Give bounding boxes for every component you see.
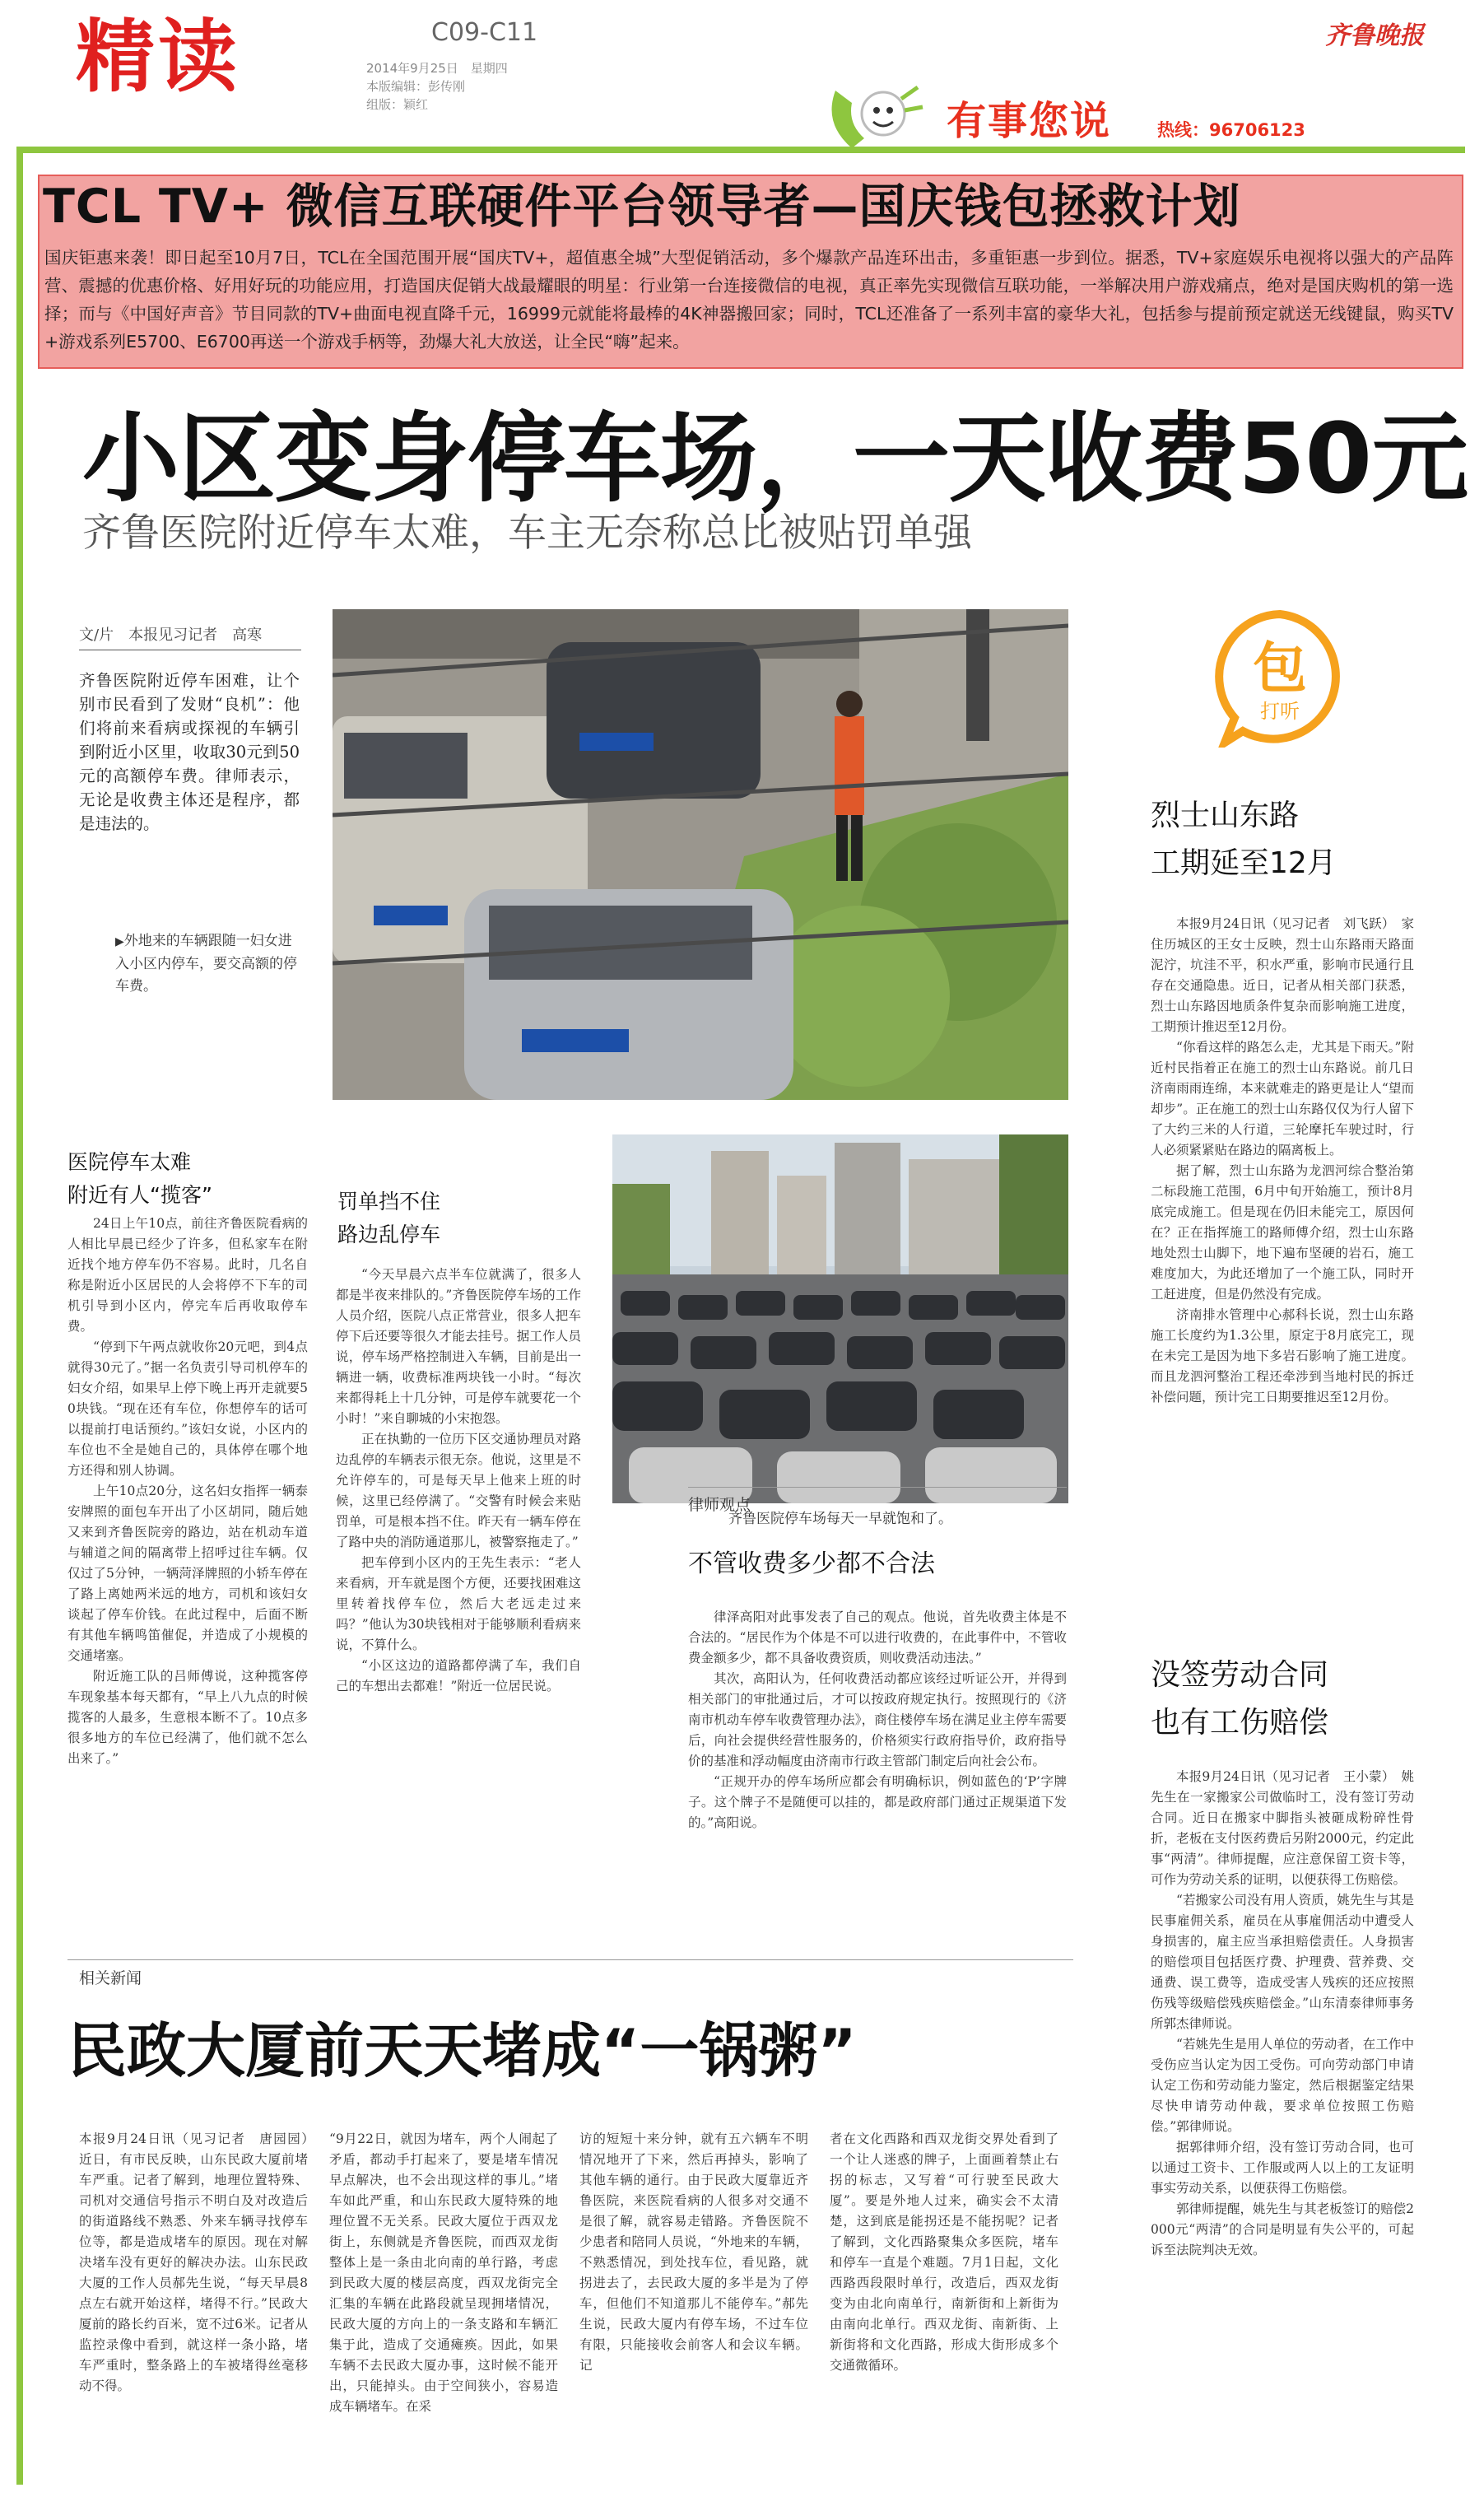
story2-title xyxy=(1151,1651,1328,1747)
photo1-caption xyxy=(115,930,301,998)
hotline-number: 热线：96706123 xyxy=(1157,120,1305,140)
paragraph: “小区这边的道路都停满了车，我们自己的车想出去都难！”附近一位居民说。 xyxy=(336,1658,581,1693)
paragraph: “正规开办的停车场所应都会有明确标识，例如蓝色的‘P’字牌子。这个牌子不是随便可以挂的，都是政府部门通过正规渠道下发的。”高阳说。 xyxy=(688,1774,1067,1830)
paragraph: 本报9月24日讯（见习记者 刘飞跃） 家住历城区的王女士反映，烈士山东路雨天路面泥泞，坑洼不平，积水严重，影响市民通行且存在交通隐患。近日，记者从相关部门获悉，烈士山东路因地质条件复杂而影响施工进度，工期预计推迟至12月份。 xyxy=(1151,916,1414,1034)
story2-text xyxy=(1151,1767,1414,2261)
subhead-fines xyxy=(337,1186,584,1251)
related-tag: 相关新闻 xyxy=(79,1969,142,1987)
paragraph: 郭律师提醒，姚先生与其老板签订的赔偿2000元“两清”的合同是明显有失公平的，可起诉至法院判决无效。 xyxy=(1151,2201,1414,2257)
bao-speech-bubble-icon xyxy=(1210,608,1350,748)
paragraph: “若姚先生是用人单位的劳动者，在工作中受伤应当认定为因工受伤。可向劳动部门申请认定工伤和劳动能力鉴定，然后根据鉴定结果尽快申请劳动仲裁，要求单位按照工伤赔偿。”郭律师说。 xyxy=(1151,2037,1414,2134)
paragraph: 24日上午10点，前往齐鲁医院看病的人相比早晨已经少了许多，但私家车在附近找个地方停车仍不容易。此时，几名自称是附近小区居民的人会将停不下车的司机引导到小区内，停完车后再收取停车费。 xyxy=(67,1216,308,1334)
paragraph: 据了解，烈士山东路为龙泗河综合整治第二标段施工范围，6月中旬开始施工，预计8月底完成施工。但是现在仍旧未能完工，原因何在？正在指挥施工的路师傅介绍，烈士山东路地处烈士山脚下，地下遍布坚硬的岩石，施工难度加大，为此还增加了一个施工队，同时开工赶进度，但是仍然没有完成。 xyxy=(1151,1163,1414,1302)
story1-title xyxy=(1151,792,1337,887)
article-column-2 xyxy=(336,1265,581,1697)
caption-arrow-icon: ▶ xyxy=(115,935,124,948)
related-column: 本报9月24日讯（见习记者 唐园园） 近日，有市民反映，山东民政大厦前堵车严重。记者了解到，地理位置特殊、司机对交通信号指示不明白及对改造后的街道路线不熟悉、外来车辆寻找停车位等，都是造成堵车的原因。现在对解决堵车没有更好的解决办法。山东民政大厦的工作人员郝先生说，“每天早晨8点左右就开始这样，堵得不行。”民政大厦前的路长约百米，宽不过6米。记者从监控录像中看到，就这样一条小路，堵车严重时，整条路上的车被堵得丝毫移动不得。 xyxy=(79,2131,321,2393)
paragraph: 其次，高阳认为，任何收费活动都应该经过听证公开，并得到相关部门的审批通过后，才可以按政府规定执行。按照现行的《济南市机动车停车收费管理办法》，商住楼停车场在满足业主停车需要后，向社会提供经营性服务的，价格须实行政府指导价，政府指导价的基准和浮动幅度由济南市行政主管部门制定后向社会公布。 xyxy=(688,1671,1067,1768)
lawyer-text xyxy=(688,1607,1067,1833)
date-line: 2014年9月25日 星期四 xyxy=(366,61,508,76)
lawyer-tag: 律师观点 xyxy=(688,1487,1067,1515)
frame-top-rule xyxy=(16,147,1465,153)
related-column: 访的短短十来分钟，就有五六辆车不明情况地开了下来，然后再掉头，影响了其他车辆的通行。由于民政大厦靠近齐鲁医院，来医院看病的人很多对交通不是很了解，就容易走错路。齐鲁医院不少患者和陪同人员说，“外地来的车辆，不熟悉情况，到处找车位，看见路，就拐进去了，去民政大厦的多半是为了停车，但他们不知道那儿不能停车。”郝先生说，民政大厦内有停车场，不过车位有限，只能接收会前客人和会议车辆。记 xyxy=(579,2131,808,2373)
main-subheadline: 齐鲁医院附近停车太难，车主无奈称总比被贴罚单强 xyxy=(82,510,972,556)
subhead-line: 路边乱停车 xyxy=(337,1223,441,1246)
subhead-line: 罚单挡不住 xyxy=(337,1190,441,1214)
bao-logo-sub: 打听 xyxy=(1260,700,1300,723)
masthead-info xyxy=(366,59,508,114)
photo-alley-parking xyxy=(333,609,1068,1100)
related-column: “9月22日，就因为堵车，两个人闹起了矛盾，都动手打起来了，要是堵车情况早点解决，也不会出现这样的事儿。”堵车如此严重，和山东民政大厦特殊的地理位置不无关系。民政大厦位于西双龙街上，东侧就是齐鲁医院，而西双龙街整体上是一条由北向南的单行路，考虑到民政大厦的楼层高度，西双龙街完全汇集的车辆在此路段就呈现拥堵情况，民政大厦的方向上的一条支路和车辆汇集于此，造成了交通瘫痪。因此，如果车辆不去民政大厦办事，这时候不能开出，只能掉头。由于空间狭小，容易造成车辆堵车。在采 xyxy=(329,2131,558,2414)
ad-title: TCL TV+ 微信互联硬件平台领导者—国庆钱包拯救计划 xyxy=(43,179,1241,234)
main-headline: 小区变身停车场，一天收费50元 xyxy=(82,402,1468,515)
subhead-line: 附近有人“揽客” xyxy=(67,1183,212,1207)
title-line: 烈士山东路 xyxy=(1151,799,1300,832)
layout-line: 组版：颖红 xyxy=(366,97,429,112)
paper-name: 齐鲁晚报 xyxy=(1325,21,1424,50)
lawyer-title: 不管收费多少都不合法 xyxy=(688,1549,935,1578)
title-line: 工期延至12月 xyxy=(1151,846,1337,880)
photo2-caption: 齐鲁医院停车场每天一早就饱和了。 xyxy=(728,1511,952,1527)
hotline-title: 有事您说 xyxy=(947,98,1112,144)
page-range: C09-C11 xyxy=(431,18,538,47)
subhead-line: 医院停车太难 xyxy=(67,1150,192,1174)
related-column: 者在文化西路和西双龙街交界处看到了一个让人迷惑的牌子，上面画着禁止右拐的标志，又写着“可行驶至民政大厦”。要是外地人过来，确实会不太清楚，这到底是能拐还是不能拐呢？记者了解到，文化西路聚集众多医院，堵车和停车一直是个难题。7月1日起，文化西路西段限时单行，改造后，西双龙街变为由北向南单行，南新街和上新街为由南向北单行。西双龙街、南新街、上新街将和文化西路，形成大街形成多个交通微循环。 xyxy=(830,2131,1058,2373)
ad-text: 国庆钜惠来袭！即日起至10月7日，TCL在全国范围开展“国庆TV+，超值惠全城”大型促销活动，多个爆款产品连环出击，多重钜惠一步到位。据悉，TV+家庭娱乐电视将以强大的产品阵营、震撼的优惠价格、好用好玩的功能应用，打造国庆促销大战最耀眼的明星：行业第一台连接微信的电视，真正率先实现微信互联功能，一举解决用户游戏痛点，绝对是国庆购机的第一选择；而与《中国好声音》节目同款的TV+曲面电视直降千元，16999元就能将最棒的4K神器搬回家；同时，TCL还准备了一系列丰富的豪华大礼，包括参与提前预定就送无线键鼠，购买TV+游戏系列E5700、E6700再送一个游戏手柄等，劲爆大礼大放送，让全民“嗨”起来。 xyxy=(44,248,1454,352)
byline: 文/片 本报见习记者 高寒 xyxy=(79,623,301,650)
paragraph: “停到下午两点就收你20元吧，到4点就得30元了。”据一名负责引导司机停车的妇女介绍，如果早上停下晚上再开走就要50块钱。“现在还有车位，你想停车的话可以提前打电话预约。”该妇女说，小区内的车位也不全是她自己的，具体停在哪个地方还得和别人协调。 xyxy=(67,1339,308,1478)
article-column-1 xyxy=(67,1214,308,1769)
bao-logo-main: 包 xyxy=(1253,636,1307,700)
related-rule xyxy=(67,1959,1073,1960)
paragraph: 上午10点20分，这名妇女指挥一辆泰安牌照的面包车开出了小区胡同，随后她又来到齐鲁医院旁的路边，站在机动车道与辅道之间的隔离带上招呼过往车辆。仅仅过了5分钟，一辆菏泽牌照的小轿车停在了路上离她两米远的地方，司机和该妇女谈起了停车价钱。在此过程中，后面不断有其他车辆鸣笛催促，并造成了小规模的交通堵塞。 xyxy=(67,1484,308,1663)
subhead-hospital-parking xyxy=(67,1146,314,1212)
paragraph: 济南排水管理中心郝科长说，烈士山东路施工长度约为1.3公里，原定于8月底完工，现在未完工是因为地下多岩石影响了施工进度。而且龙泗河整治工程还牵涉到当地村民的拆迁补偿问题，预计完工日期要推迟至12月份。 xyxy=(1151,1307,1414,1405)
frame-left-rule xyxy=(16,147,23,2485)
photo-hospital-parking-lot xyxy=(612,1134,1068,1503)
title-line: 也有工伤赔偿 xyxy=(1151,1706,1329,1740)
paragraph: “今天早晨六点半车位就满了，很多人都是半夜来排队的。”齐鲁医院停车场的工作人员介绍，医院八点正常营业，很多人把车停下后还要等很久才能去挂号。据工作人员说，停车场严格控制进入车辆，目前是出一辆进一辆，收费标准两块钱一小时。“每次来都得耗上十几分钟，可是停车就要花一个小时！”来自聊城的小宋抱怨。 xyxy=(336,1267,581,1426)
paragraph: 本报9月24日讯（见习记者 王小蒙） 姚先生在一家搬家公司做临时工，没有签订劳动合同。近日在搬家中脚指头被砸成粉碎性骨折，老板在支付医药费后另附2000元，约定此事“两清”。律师提醒，应注意保留工资卡等，可作为劳动关系的证明，以便获得工伤赔偿。 xyxy=(1151,1769,1414,1887)
lead-paragraph: 齐鲁医院附近停车困难，让个别市民看到了发财“良机”：他们将前来看病或探视的车辆引到附近小区里，收取30元到50元的高额停车费。律师表示，无论是收费主体还是程序，都是违法的。 xyxy=(79,671,300,833)
paragraph: “若搬家公司没有用人资质，姚先生与其是民事雇佣关系，雇员在从事雇佣活动中遭受人身损害的，雇主应当承担赔偿责任。人身损害的赔偿项目包括医疗费、护理费、营养费、交通费、误工费等，造成受害人残疾的还应按照伤残等级赔偿残疾赔偿金。”山东清泰律师事务所郭杰律师说。 xyxy=(1151,1893,1414,2031)
paragraph: 把车停到小区内的王先生表示：“老人来看病，开车就是图个方便，还要找困难这里转着找停车位，然后大老远走过来吗？”他认为30块钱相对于能够顺利看病来说，不算什么。 xyxy=(336,1555,581,1652)
section-title: 精读 xyxy=(76,10,240,103)
paragraph: 正在执勤的一位历下区交通协理员对路边乱停的车辆表示很无奈。他说，这里是不允许停车的，可是每天早上他来上班的时候，这里已经停满了。“交警有时候会来贴罚单，可是根本挡不住。昨天有一辆车停在了路中央的消防通道那儿，被警察拖走了。” xyxy=(336,1432,581,1549)
paragraph: 律泽高阳对此事发表了自己的观点。他说，首先收费主体是不合法的。“居民作为个体是不可以进行收费的，在此事件中，不管收费金额多少，都不具备收费资质，则收费活动违法。” xyxy=(688,1610,1067,1665)
story1-text xyxy=(1151,914,1414,1408)
photo1-caption-text: 外地来的车辆跟随一妇女进入小区内停车，要交高额的停车费。 xyxy=(115,933,297,995)
title-line: 没签劳动合同 xyxy=(1151,1658,1329,1692)
paragraph: 附近施工队的吕师傅说，这种揽客停车现象基本每天都有，“早上八九点的时候揽客的人最多，生意根本断不了。10点多很多地方的车位已经满了，他们就不怎么出来了。” xyxy=(67,1669,308,1766)
paragraph: “你看这样的路怎么走，尤其是下雨天。”附近村民指着正在施工的烈士山东路说。前几日济南雨雨连绵，本来就难走的路更是让人“望而却步”。正在施工的烈士山东路仅仅为行人留下了大约三米的人行道，三轮摩托车驶过时，行人必须紧紧贴在路边的隔离板上。 xyxy=(1151,1040,1414,1158)
editor-line: 本版编辑：彭传刚 xyxy=(366,79,466,94)
related-headline: 民政大厦前天天堵成“一锅粥” xyxy=(67,2016,857,2085)
paragraph: 据郭律师介绍，没有签订劳动合同，也可以通过工资卡、工作服或两人以上的工友证明事实劳动关系，以便获得工伤赔偿。 xyxy=(1151,2140,1414,2196)
